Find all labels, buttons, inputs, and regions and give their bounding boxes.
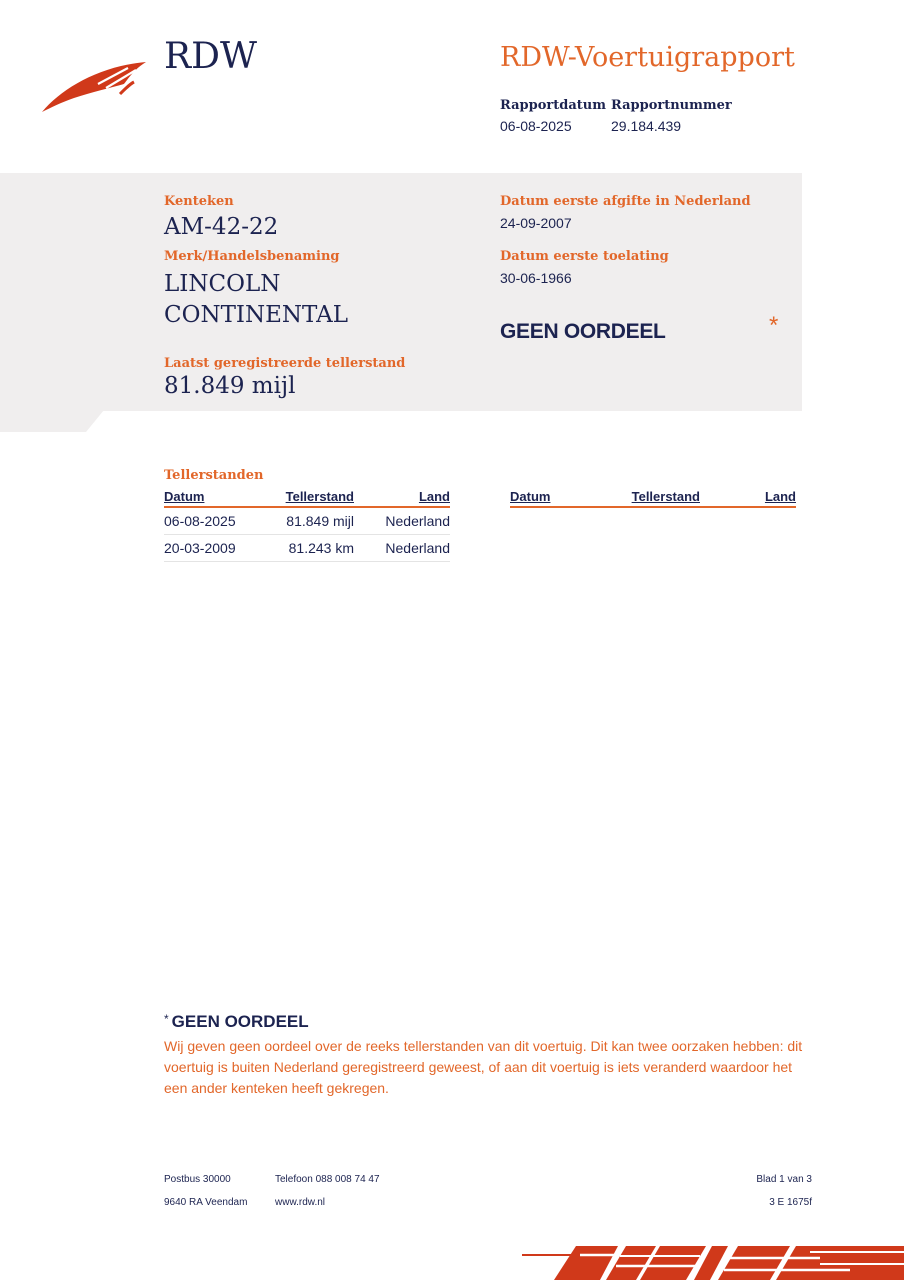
footer-city: 9640 RA Veendam [164,1197,248,1208]
first-nl-label: Datum eerste afgifte in Nederland [500,194,751,209]
plate-label: Kenteken [164,194,234,209]
first-admission-value: 30-06-1966 [500,270,572,286]
footer-code: 3 E 1675f [769,1197,812,1208]
panel-tab [0,410,110,438]
column-header-country: Land [354,489,450,507]
cell-country: Nederland [354,507,450,535]
cell-date: 20-03-2009 [164,535,264,562]
readings-table-left [164,489,450,562]
cell-country: Nederland [354,535,450,562]
plate-value: AM-42-22 [164,214,279,240]
make-line2: CONTINENTAL [164,302,349,328]
first-nl-value: 24-09-2007 [500,215,572,231]
make-line1: LINCOLN [164,271,281,297]
table-row [164,535,450,562]
cell-reading: 81.849 mijl [264,507,354,535]
column-header-reading: Tellerstand [590,489,700,507]
report-number: 29.184.439 [611,118,682,134]
footer-stripes-icon [520,1244,904,1280]
verdict: GEEN OORDEEL [500,320,666,343]
column-header-country: Land [700,489,796,507]
footer-postbus: Postbus 30000 [164,1174,231,1185]
readings-table-right [510,489,796,508]
column-header-date: Datum [510,489,590,507]
column-header-reading: Tellerstand [264,489,354,507]
readings-title: Tellerstanden [164,468,264,483]
odometer-label: Laatst geregistreerde tellerstand [164,356,406,371]
cell-reading: 81.243 km [264,535,354,562]
footnote-title [164,1012,309,1032]
table-row [164,507,450,535]
footnote-asterisk: * [164,1012,169,1026]
footer-phone: Telefoon 088 008 74 47 [275,1174,380,1185]
rdw-logo-icon [40,58,150,116]
report-date: 06-08-2025 [500,118,572,134]
verdict-asterisk: * [769,312,779,339]
cell-date: 06-08-2025 [164,507,264,535]
column-header-date: Datum [164,489,264,507]
footer-web: www.rdw.nl [275,1197,326,1208]
odometer-value: 81.849 mijl [164,373,296,399]
report-number-label: Rapportnummer [611,98,732,113]
footnote-title-text: GEEN OORDEEL [171,1012,309,1031]
first-admission-label: Datum eerste toelating [500,249,669,264]
logo-text: RDW [164,36,257,77]
make-label: Merk/Handelsbenaming [164,249,340,264]
footnote-text: Wij geven geen oordeel over de reeks tellerstanden van dit voertuig. Dit kan twee oorzaken hebben: dit voertuig is buiten Nederland geregistreerd geweest, of aan dit voertuig is iets veranderd waardoor het een ander kenteken heeft gekregen. [164,1038,803,1096]
report-date-label: Rapportdatum [500,98,606,113]
report-title: RDW-Voertuigrapport [500,42,795,73]
footer-page: Blad 1 van 3 [756,1174,812,1185]
